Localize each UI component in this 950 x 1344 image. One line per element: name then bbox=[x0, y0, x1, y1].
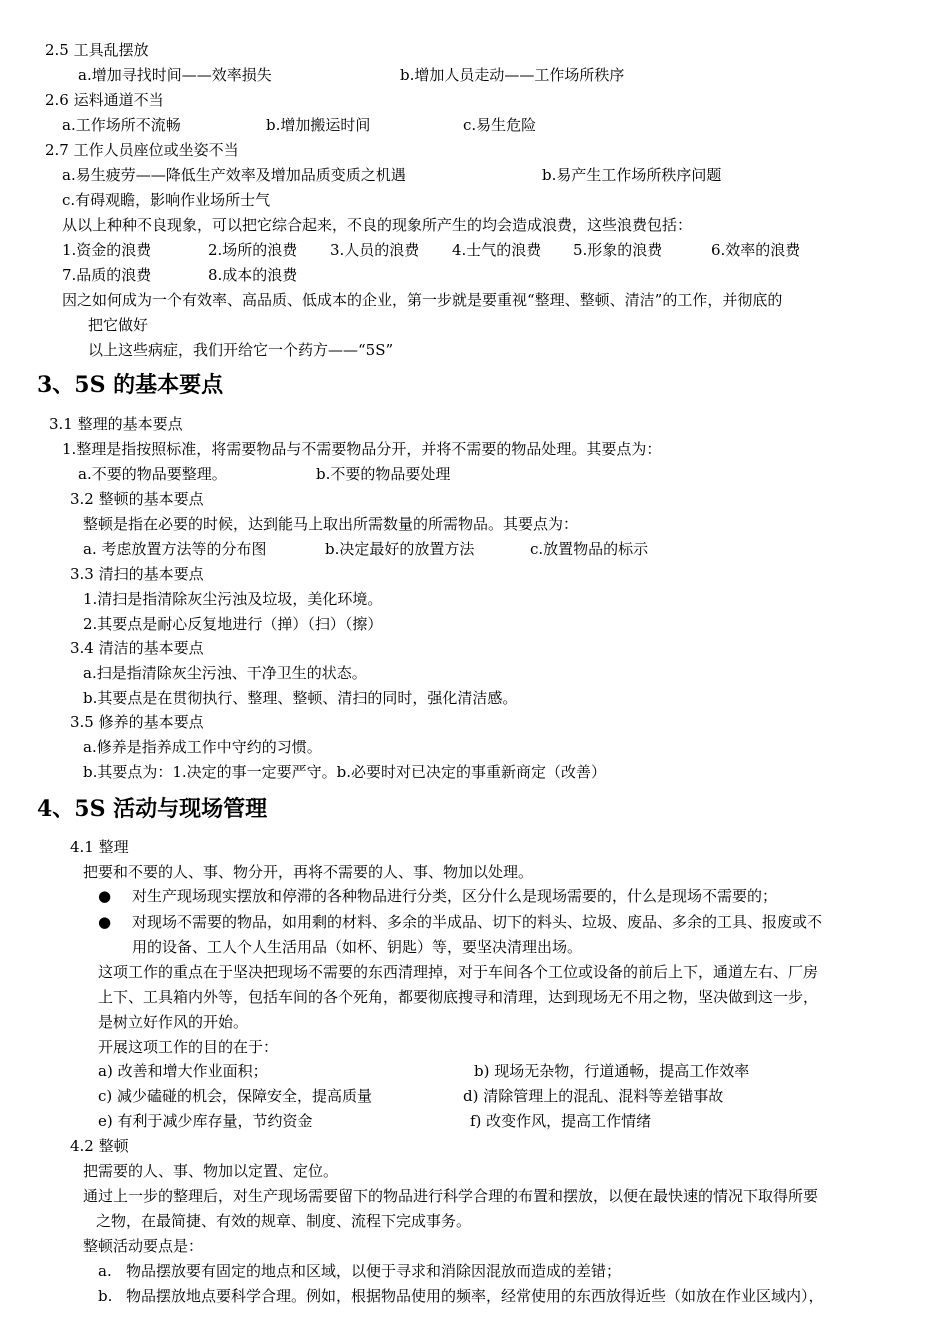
item-3-3-2: 2.其要点是耐心反复地进行（掸）（扫）（擦） bbox=[83, 615, 383, 633]
heading-3-3: 3.3 清扫的基本要点 bbox=[70, 565, 204, 583]
item-2-7-c: c.有碍观瞻，影响作业场所士气 bbox=[62, 191, 271, 209]
purpose-e: e) 有利于减少库存量，节约资金 bbox=[98, 1112, 313, 1130]
item-3-5-a: a.修养是指养成工作中守约的习惯。 bbox=[83, 738, 322, 756]
text-4-2: 把需要的人、事、物加以定置、定位。 bbox=[83, 1162, 339, 1180]
item-2-6-a: a.工作场所不流畅 bbox=[62, 116, 181, 134]
waste-4: 4.士气的浪费 bbox=[452, 241, 542, 259]
focus-para-line-1: 这项工作的重点在于坚决把现场不需要的东西清理掉，对于车间各个工位或设备的前后上下，通道左右、厂房 bbox=[98, 963, 819, 981]
waste-5: 5.形象的浪费 bbox=[573, 241, 663, 259]
item-3-3-1: 1.清扫是指清除灰尘污浊及垃圾，美化环境。 bbox=[83, 590, 383, 608]
purpose-c: c) 减少磕碰的机会，保障安全，提高质量 bbox=[98, 1087, 373, 1105]
item-2-7-b: b.易产生工作场所秩序问题 bbox=[542, 166, 722, 184]
text-4-1: 把要和不要的人、事、物分开，再将不需要的人、事、物加以处理。 bbox=[83, 863, 534, 881]
conclusion-line-2: 把它做好 bbox=[88, 316, 149, 334]
conclusion-line-1: 因之如何成为一个有效率、高品质、低成本的企业，第一步就是要重视“整理、整顿、清洁”的工作，并彻底的 bbox=[62, 291, 783, 309]
heading-3-4: 3.4 清洁的基本要点 bbox=[70, 639, 204, 657]
purpose-a: a) 改善和增大作业面积； bbox=[98, 1062, 268, 1080]
heading-3-1: 3.1 整理的基本要点 bbox=[49, 415, 183, 433]
heading-3-5: 3.5 修养的基本要点 bbox=[70, 713, 204, 731]
heading-2-6: 2.6 运料通道不当 bbox=[45, 91, 164, 109]
purpose-f: f) 改变作风，提高工作情绪 bbox=[470, 1112, 652, 1130]
heading-4-1: 4.1 整理 bbox=[70, 838, 129, 856]
item-2-5-a: a.增加寻找时间——效率损失 bbox=[78, 66, 272, 84]
waste-6: 6.效率的浪费 bbox=[711, 241, 801, 259]
item-2-6-c: c.易生危险 bbox=[463, 116, 537, 134]
bullet-icon: ● bbox=[98, 887, 112, 905]
focus-para-line-3: 是树立好作风的开始。 bbox=[98, 1013, 249, 1031]
purpose-d: d) 清除管理上的混乱、混料等差错事故 bbox=[463, 1087, 724, 1105]
prescription-line: 以上这些病症，我们开给它一个药方——“5S” bbox=[88, 341, 394, 359]
para-4-2-line-1: 通过上一步的整理后，对生产现场需要留下的物品进行科学合理的布置和摆放，以便在最快速的情况下取得所要 bbox=[83, 1187, 819, 1205]
focus-para-line-2: 上下、工具箱内外等，包括车间的各个死角，都要彻底搜寻和清理，达到现场无不用之物，坚决做到这一步， bbox=[98, 988, 819, 1006]
point-b-marker: b. bbox=[98, 1287, 113, 1305]
summary-text: 从以上种种不良现象，可以把它综合起来，不良的现象所产生的均会造成浪费，这些浪费包括： bbox=[62, 216, 693, 234]
heading-4-2: 4.2 整顿 bbox=[70, 1137, 129, 1155]
item-3-2-b: b.决定最好的放置方法 bbox=[325, 540, 475, 558]
purpose-intro: 开展这项工作的目的在于： bbox=[98, 1038, 279, 1056]
waste-2: 2.场所的浪费 bbox=[208, 241, 298, 259]
heading-3-2: 3.2 整顿的基本要点 bbox=[70, 490, 204, 508]
point-a: 物品摆放要有固定的地点和区域，以便于寻求和消除因混放而造成的差错； bbox=[126, 1262, 622, 1280]
heading-2-7: 2.7 工作人员座位或坐姿不当 bbox=[45, 141, 239, 159]
item-3-1-a: a.不要的物品要整理。 bbox=[78, 465, 227, 483]
item-3-2-a: a. 考虑放置方法等的分布图 bbox=[83, 540, 267, 558]
bullet-item-2-line-1: 对现场不需要的物品，如用剩的材料、多余的半成品、切下的料头、垃圾、废品、多余的工具、报废或不 bbox=[132, 913, 823, 931]
point-b: 物品摆放地点要科学合理。例如，根据物品使用的频率，经常使用的东西放得近些（如放在作业区域内）， bbox=[126, 1287, 824, 1305]
waste-7: 7.品质的浪费 bbox=[62, 266, 152, 284]
bullet-item-2-line-2: 用的设备、工人个人生活用品（如杯、钥匙）等，要坚决清理出场。 bbox=[132, 938, 583, 956]
purpose-b: b) 现场无杂物，行道通畅，提高工作效率 bbox=[474, 1062, 750, 1080]
item-3-4-b: b.其要点是在贯彻执行、整理、整顿、清扫的同时，强化清洁感。 bbox=[83, 689, 518, 707]
item-3-2-c: c.放置物品的标示 bbox=[530, 540, 649, 558]
section-4-heading: 4、5S 活动与现场管理 bbox=[37, 796, 268, 822]
waste-8: 8.成本的浪费 bbox=[208, 266, 298, 284]
waste-3: 3.人员的浪费 bbox=[330, 241, 420, 259]
points-intro: 整顿活动要点是： bbox=[83, 1237, 204, 1255]
item-3-5-b: b.其要点为：1.决定的事一定要严守。b.必要时对已决定的事重新商定（改善） bbox=[83, 763, 607, 781]
item-2-7-a: a.易生疲劳——降低生产效率及增加品质变质之机遇 bbox=[62, 166, 406, 184]
text-3-1: 1.整理是指按照标准，将需要物品与不需要物品分开，并将不需要的物品处理。其要点为： bbox=[62, 440, 662, 458]
item-2-6-b: b.增加搬运时间 bbox=[266, 116, 371, 134]
bullet-item-1: 对生产现场现实摆放和停滞的各种物品进行分类，区分什么是现场需要的，什么是现场不需要的； bbox=[132, 887, 778, 905]
point-a-marker: a. bbox=[98, 1262, 112, 1280]
para-4-2-line-2: 之物，在最简捷、有效的规章、制度、流程下完成事务。 bbox=[96, 1212, 472, 1230]
section-3-heading: 3、5S 的基本要点 bbox=[37, 372, 224, 398]
heading-2-5: 2.5 工具乱摆放 bbox=[45, 41, 149, 59]
waste-1: 1.资金的浪费 bbox=[62, 241, 152, 259]
text-3-2: 整顿是指在必要的时候，达到能马上取出所需数量的所需物品。其要点为： bbox=[83, 515, 579, 533]
bullet-icon: ● bbox=[98, 913, 112, 931]
item-2-5-b: b.增加人员走动——工作场所秩序 bbox=[400, 66, 625, 84]
item-3-4-a: a.扫是指清除灰尘污浊、干净卫生的状态。 bbox=[83, 664, 367, 682]
item-3-1-b: b.不要的物品要处理 bbox=[316, 465, 451, 483]
